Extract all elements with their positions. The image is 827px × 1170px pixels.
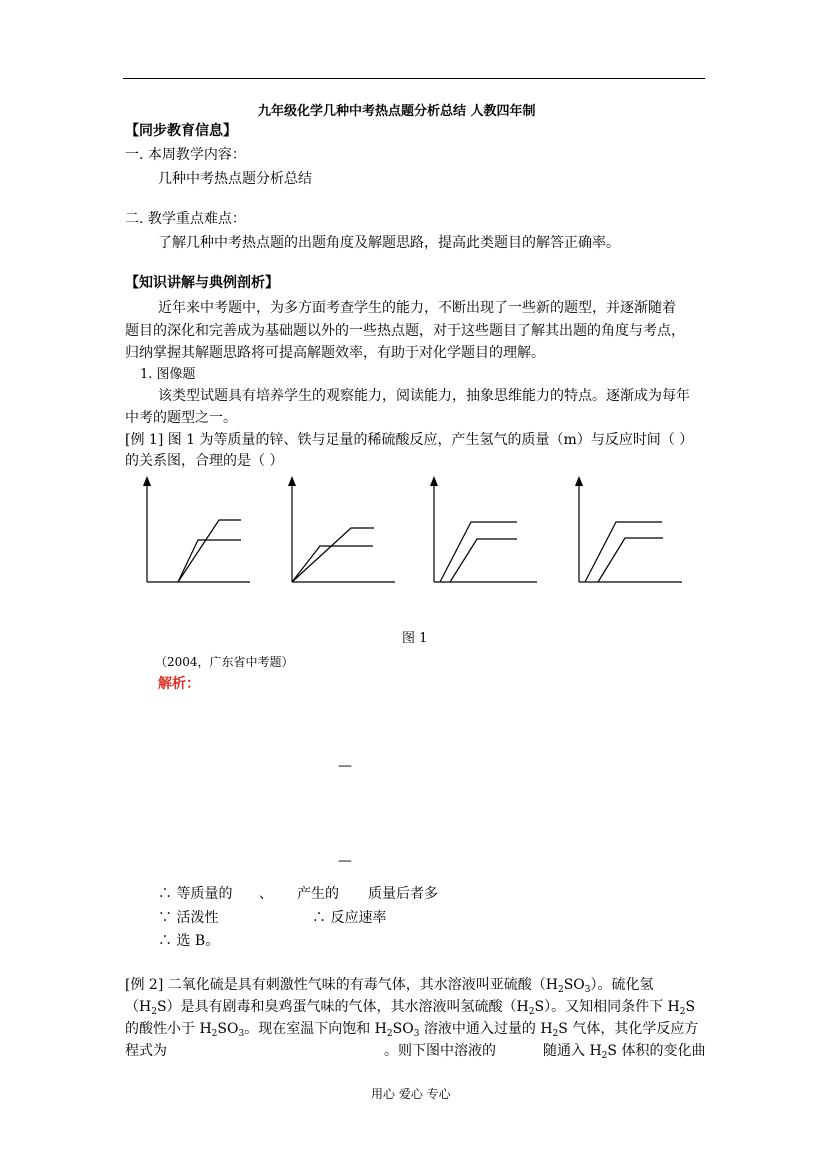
graph-option-d: [575, 476, 682, 582]
conclusion-therefore-1: ∴ 等质量的: [158, 886, 233, 902]
topic1-line-1: 该类型试题具有培养学生的观察能力，阅读能力，抽象思维能力的特点。逐渐成为每年: [158, 388, 690, 404]
graph-option-b: [288, 476, 395, 582]
figure-1-graphs: [120, 470, 720, 590]
conclusion-produce: 产生的: [297, 886, 339, 902]
ex2-l1-sub1: 2: [557, 985, 564, 995]
topic1-heading: 1. 图像题: [140, 367, 196, 382]
ex2-l1-text: [例 2] 二氧化硫是具有刺激性气味的有毒气体，其水溶液叫亚硫酸（H: [125, 977, 558, 993]
figure-caption: 图 1: [402, 631, 428, 646]
ex2-l3-b: SO: [217, 1021, 239, 1037]
intro-line-3: 归纳掌握其解题思路将可提高解题效率，有助于对化学题目的理解。: [125, 345, 545, 361]
ex2-l3-sub2: 3: [238, 1029, 245, 1039]
example2-line-1: [125, 976, 654, 994]
ex2-l2-b: S）是具有剧毒和臭鸡蛋气味的气体，其水溶液叫氢硫酸（H: [156, 999, 529, 1015]
header-rule: [123, 78, 705, 79]
item2-content: 了解几种中考热点题的出题角度及解题思路，提高此类题目的解答正确率。: [158, 235, 620, 251]
page-footer: 用心 爱心 专心: [371, 1087, 451, 1101]
ex2-l3-f: S 气体，其化学反应方: [558, 1021, 699, 1037]
ex2-l3-a: 的酸性小于 H: [125, 1021, 212, 1037]
doc-title: 九年级化学几种中考热点题分析总结 人教四年制: [258, 104, 536, 119]
section-sync: 【同步教育信息】: [125, 123, 237, 139]
example2-line-4a: 程式为: [125, 1043, 167, 1059]
ex2-l3-d: SO: [392, 1021, 414, 1037]
item1-label: 一. 本周教学内容：: [125, 147, 246, 163]
ex2-l3-c: 。现在室温下向饱和 H: [244, 1021, 387, 1037]
intro-line-2: 题目的深化和完善成为基础题以外的一些热点题，对于这些题目了解其出题的角度与考点，: [125, 323, 685, 339]
item1-content: 几种中考热点题分析总结: [158, 171, 312, 187]
ex2-l4-d: S 体积的变化曲: [607, 1043, 706, 1059]
conclusion-rate: ∴ 反应速率: [312, 910, 387, 926]
ex2-l2-sub3: 2: [679, 1007, 686, 1017]
conclusion-answer: ∴ 选 B。: [158, 933, 220, 949]
conclusion-sep: 、: [259, 886, 273, 902]
ex2-l2-sub1: 2: [151, 1007, 157, 1017]
section-knowledge: 【知识讲解与典例剖析】: [125, 275, 279, 291]
ex2-l3-e: 溶液中通入过量的 H: [419, 1021, 553, 1037]
ex2-l4-sub1: 2: [601, 1051, 608, 1061]
graph-option-a: [143, 476, 250, 582]
item2-label: 二. 教学重点难点：: [125, 211, 246, 227]
ex2-l1-end: ）。硫化氢: [590, 977, 654, 993]
conclusion-because: ∵ 活泼性: [158, 910, 219, 926]
analysis-label: 解析：: [158, 676, 200, 692]
topic1-line-2: 中考的题型之一。: [125, 410, 237, 426]
conclusion-more: 质量后者多: [368, 886, 438, 902]
dash-2: —: [338, 853, 352, 869]
ex2-l2-c: S）。又知相同条件下 H: [534, 999, 680, 1015]
ex2-l3-sub1: 2: [211, 1029, 218, 1039]
dash-1: —: [338, 758, 352, 774]
ex2-l3-sub3: 2: [386, 1029, 393, 1039]
ex2-l2-a: （H: [125, 999, 152, 1015]
ex2-l3-sub5: 2: [552, 1029, 559, 1039]
ex2-l1-sub2: 3: [584, 985, 591, 995]
intro-line-1: 近年来中考题中，为多方面考查学生的能力，不断出现了一些新的题型，并逐渐随着: [158, 300, 676, 316]
example2-line-3: [125, 1020, 698, 1038]
example2-line-4c: [543, 1042, 705, 1060]
ex2-l2-sub2: 2: [528, 1007, 535, 1017]
example1-line-1: [例 1] 图 1 为等质量的锌、铁与足量的稀硫酸反应，产生氢气的质量（m）与反应时间（ ）: [125, 432, 694, 448]
ex2-l4-c: 随通入 H: [543, 1043, 602, 1059]
ex2-l2-d: S: [685, 999, 696, 1015]
example1-line-2: 的关系图，合理的是（ ）: [125, 453, 284, 469]
example2-line-2: [125, 998, 695, 1016]
graph-option-c: [430, 476, 537, 582]
example2-line-4b: 。则下图中溶液的: [384, 1043, 496, 1059]
ex2-l3-sub4: 3: [413, 1029, 420, 1039]
source-note: （2004，广东省中考题）: [155, 655, 294, 669]
ex2-l1-mid: SO: [563, 977, 585, 993]
